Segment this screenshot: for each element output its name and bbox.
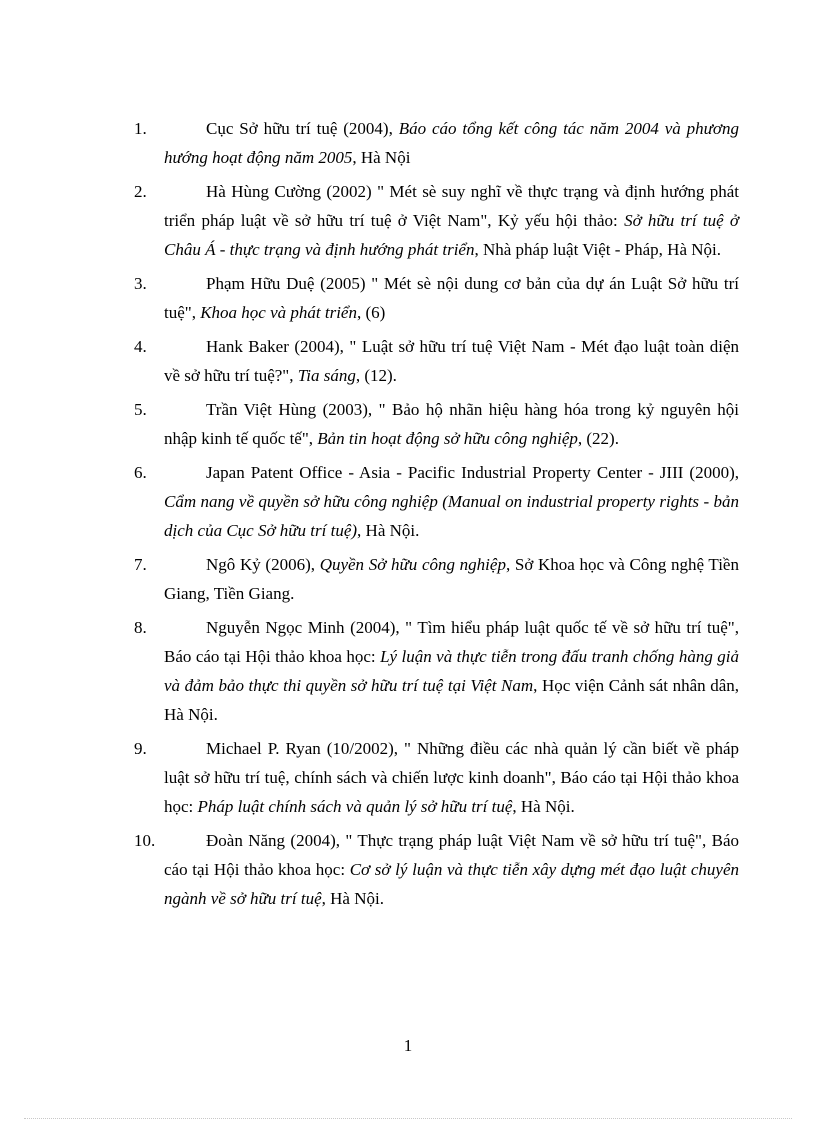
reference-number: 10. bbox=[134, 831, 156, 850]
reference-title: Tia sáng bbox=[297, 366, 356, 385]
reference-detail: , Nhà pháp luật Việt - Pháp, Hà Nội. bbox=[474, 240, 722, 259]
reference-item bbox=[134, 332, 739, 390]
reference-detail: Nguyễn Ngọc Minh (2004), " Tìm hiểu pháp luật quốc tế về sở hữu trí tuệ", Báo cáo tại Hội thảo khoa học: bbox=[164, 618, 739, 666]
reference-detail: , Hà Nội bbox=[352, 148, 411, 167]
reference-item bbox=[134, 269, 739, 327]
reference-text bbox=[164, 114, 739, 172]
page-bottom-divider bbox=[24, 1118, 792, 1119]
reference-item bbox=[134, 395, 739, 453]
reference-number: 8. bbox=[134, 618, 147, 637]
reference-detail: Hà Hùng Cường (2002) " Mét sè suy nghĩ về thực trạng và định hướng phát triển pháp luật về sở hữu trí tuệ ở Việt Nam", Kỷ yếu hội thảo: bbox=[164, 182, 739, 230]
reference-detail: , Học viện Cảnh sát nhân dân, Hà Nội. bbox=[164, 676, 739, 724]
reference-detail: Cục Sở hữu trí tuệ (2004), bbox=[206, 119, 399, 138]
reference-item bbox=[134, 177, 739, 264]
reference-item bbox=[134, 458, 739, 545]
reference-number: 5. bbox=[134, 400, 147, 419]
reference-detail: Đoàn Năng (2004), " Thực trạng pháp luật Việt Nam về sở hữu trí tuệ", Báo cáo tại Hội thảo khoa học: bbox=[164, 831, 739, 879]
reference-detail: Michael P. Ryan (10/2002), " Những điều các nhà quản lý cần biết về pháp luật sở hữu trí tuệ, chính sách và chiến lược kinh doanh", Báo cáo tại Hội thảo khoa học: bbox=[164, 739, 739, 816]
reference-detail: Hank Baker (2004), " Luật sở hữu trí tuệ Việt Nam - Mét đạo luật toàn diện về sở hữu trí tuệ?", bbox=[164, 337, 739, 385]
reference-text bbox=[164, 550, 739, 608]
reference-title: Cơ sở lý luận và thực tiễn xây dựng mét đạo luật chuyên ngành về sở hữu trí tuệ bbox=[164, 860, 739, 908]
reference-title: Pháp luật chính sách và quản lý sở hữu trí tuệ bbox=[197, 797, 513, 816]
reference-list bbox=[134, 114, 739, 918]
reference-text bbox=[164, 458, 739, 545]
reference-number: 6. bbox=[134, 463, 147, 482]
reference-text bbox=[164, 177, 739, 264]
reference-text bbox=[164, 826, 739, 913]
reference-detail: , Hà Nội. bbox=[321, 889, 384, 908]
reference-text bbox=[164, 734, 739, 821]
reference-item bbox=[134, 734, 739, 821]
reference-detail: Ngô Kỷ (2006), bbox=[206, 555, 320, 574]
reference-title: Cẩm nang về quyền sở hữu công nghiệp (Manual on industrial property rights - bản dịch của Cục Sở hữu trí tuệ) bbox=[164, 492, 739, 540]
reference-title: Bản tin hoạt động sở hữu công nghiệp bbox=[317, 429, 578, 448]
reference-number: 3. bbox=[134, 274, 147, 293]
reference-item bbox=[134, 114, 739, 172]
reference-detail: Phạm Hữu Duệ (2005) " Mét sè nội dung cơ bản của dự án Luật Sở hữu trí tuệ", bbox=[164, 274, 739, 322]
reference-number: 7. bbox=[134, 555, 147, 574]
reference-title: Sở hữu trí tuệ ở Châu Á - thực trạng và định hướng phát triển bbox=[164, 211, 739, 259]
reference-number: 9. bbox=[134, 739, 147, 758]
reference-detail: Trần Việt Hùng (2003), " Bảo hộ nhãn hiệu hàng hóa trong kỷ nguyên hội nhập kinh tế quốc tế", bbox=[164, 400, 739, 448]
reference-title: Khoa học và phát triển bbox=[200, 303, 357, 322]
reference-text bbox=[164, 395, 739, 453]
reference-text bbox=[164, 332, 739, 390]
reference-detail: , Hà Nội. bbox=[512, 797, 575, 816]
page-number: 1 bbox=[403, 1036, 413, 1055]
reference-item bbox=[134, 826, 739, 913]
reference-text bbox=[164, 269, 739, 327]
reference-number: 4. bbox=[134, 337, 147, 356]
reference-detail: , Hà Nội. bbox=[357, 521, 420, 540]
reference-number: 2. bbox=[134, 182, 147, 201]
reference-title: Lý luận và thực tiễn trong đấu tranh chống hàng giả và đảm bảo thực thi quyền sở hữu trí tuệ tại Việt Nam bbox=[164, 647, 739, 695]
reference-text bbox=[164, 613, 739, 729]
reference-title: Báo cáo tổng kết công tác năm 2004 và phương hướng hoạt động năm 2005 bbox=[164, 119, 739, 167]
reference-detail: , (12). bbox=[355, 366, 397, 385]
reference-detail: , (6) bbox=[356, 303, 386, 322]
reference-item bbox=[134, 550, 739, 608]
reference-number: 1. bbox=[134, 119, 147, 138]
reference-detail: , (22). bbox=[577, 429, 619, 448]
reference-title: Quyền Sở hữu công nghiệp bbox=[319, 555, 506, 574]
reference-detail: , Sở Khoa học và Công nghệ Tiền Giang, Tiền Giang. bbox=[164, 555, 739, 603]
reference-item bbox=[134, 613, 739, 729]
reference-detail: Japan Patent Office - Asia - Pacific Industrial Property Center - JIII (2000), bbox=[206, 463, 739, 482]
